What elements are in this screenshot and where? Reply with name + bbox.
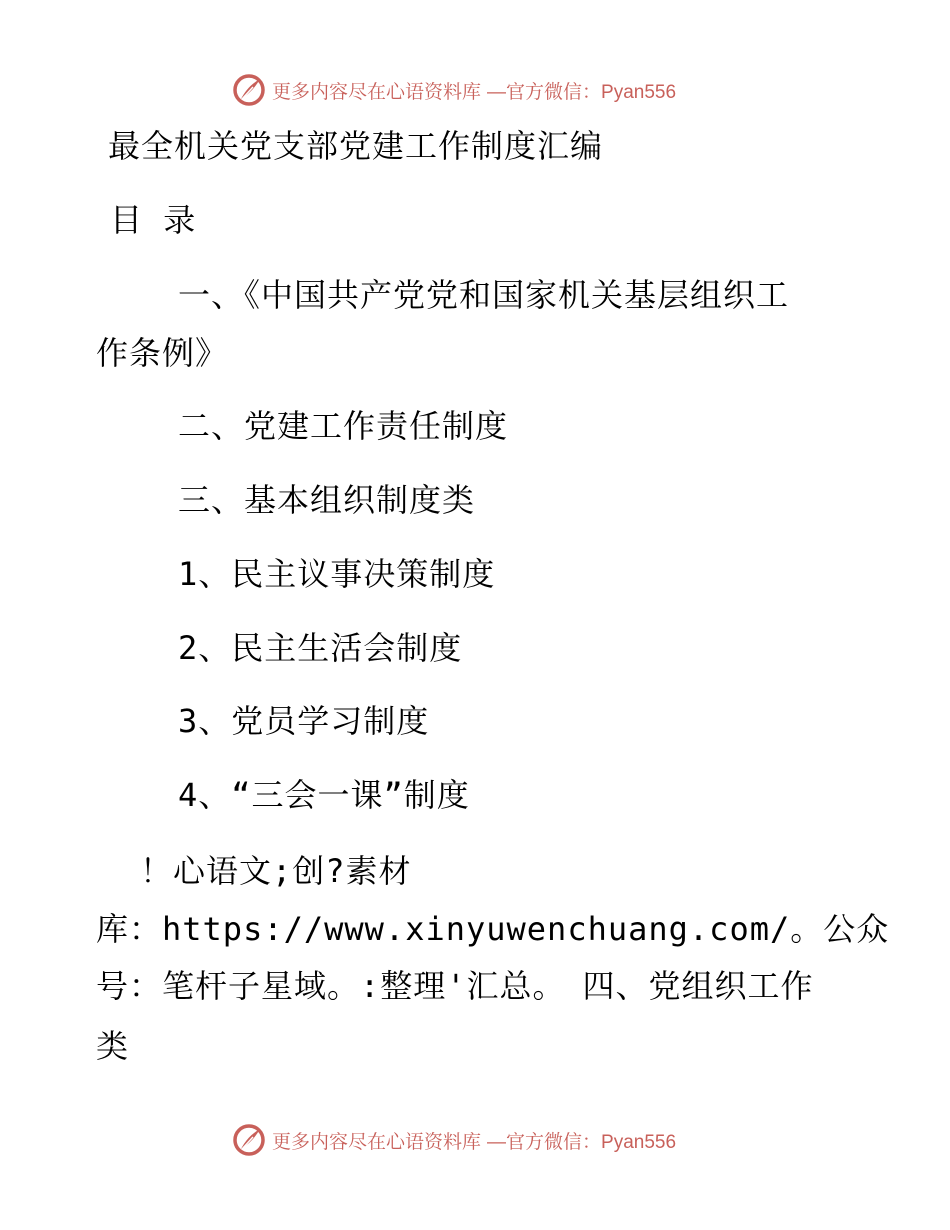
watermark-text: 更多内容尽在心语资料库 xyxy=(272,80,482,103)
toc-item-1-line-1: 一、《中国共产党党和国家机关基层组织工 xyxy=(178,276,790,314)
note-line-1: ！心语文;创?素材 xyxy=(140,852,412,890)
toc-item-2: 二、党建工作责任制度 xyxy=(178,407,509,445)
watermark-text: 更多内容尽在心语资料库 xyxy=(272,1130,482,1153)
toc-item-1-line-2: 作条例》 xyxy=(96,334,229,372)
note-line-2: 库：https://www.xinyuwenchuang.com/。公众 xyxy=(96,910,890,948)
toc-item-3-3: 3、党员学习制度 xyxy=(178,702,430,740)
document-title: 最全机关党支部党建工作制度汇编 xyxy=(108,127,604,165)
toc-item-3: 三、基本组织制度类 xyxy=(178,481,476,519)
toc-heading: 目 录 xyxy=(110,201,197,239)
watermark-contact: —官方微信：Pyan556 xyxy=(487,81,677,103)
note-line-4: 类 xyxy=(96,1027,130,1065)
note-line-3: 号：笔杆子星域。:整理'汇总。 四、党组织工作 xyxy=(96,967,814,1005)
toc-item-3-1: 1、民主议事决策制度 xyxy=(178,555,496,593)
watermark-contact: —官方微信：Pyan556 xyxy=(487,1131,677,1153)
watermark-banner-top xyxy=(232,72,676,108)
toc-item-3-2: 2、民主生活会制度 xyxy=(178,629,463,667)
feather-logo-icon xyxy=(232,1123,266,1157)
watermark-banner-bottom xyxy=(232,1122,676,1158)
toc-item-3-4: 4、“三会一课”制度 xyxy=(178,776,470,814)
feather-logo-icon xyxy=(232,73,266,107)
